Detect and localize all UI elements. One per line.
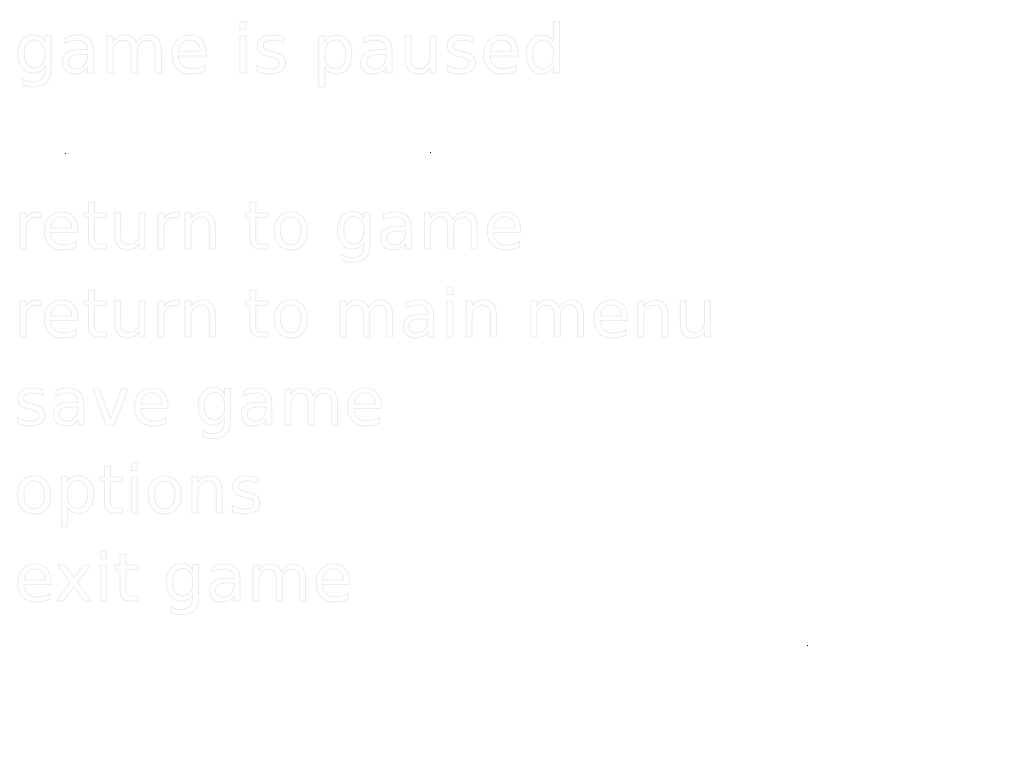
save-game-button[interactable]: save game (14, 364, 386, 441)
return-to-main-menu-button[interactable]: return to main menu (14, 276, 718, 353)
speck-mark (65, 153, 66, 154)
options-button[interactable]: options (14, 452, 265, 529)
pause-title: game is paused (14, 11, 567, 90)
speck-mark (807, 645, 808, 646)
return-to-game-button[interactable]: return to game (14, 188, 526, 265)
pause-menu-list (14, 183, 717, 623)
speck-mark (430, 152, 431, 153)
exit-game-button[interactable]: exit game (14, 540, 354, 617)
